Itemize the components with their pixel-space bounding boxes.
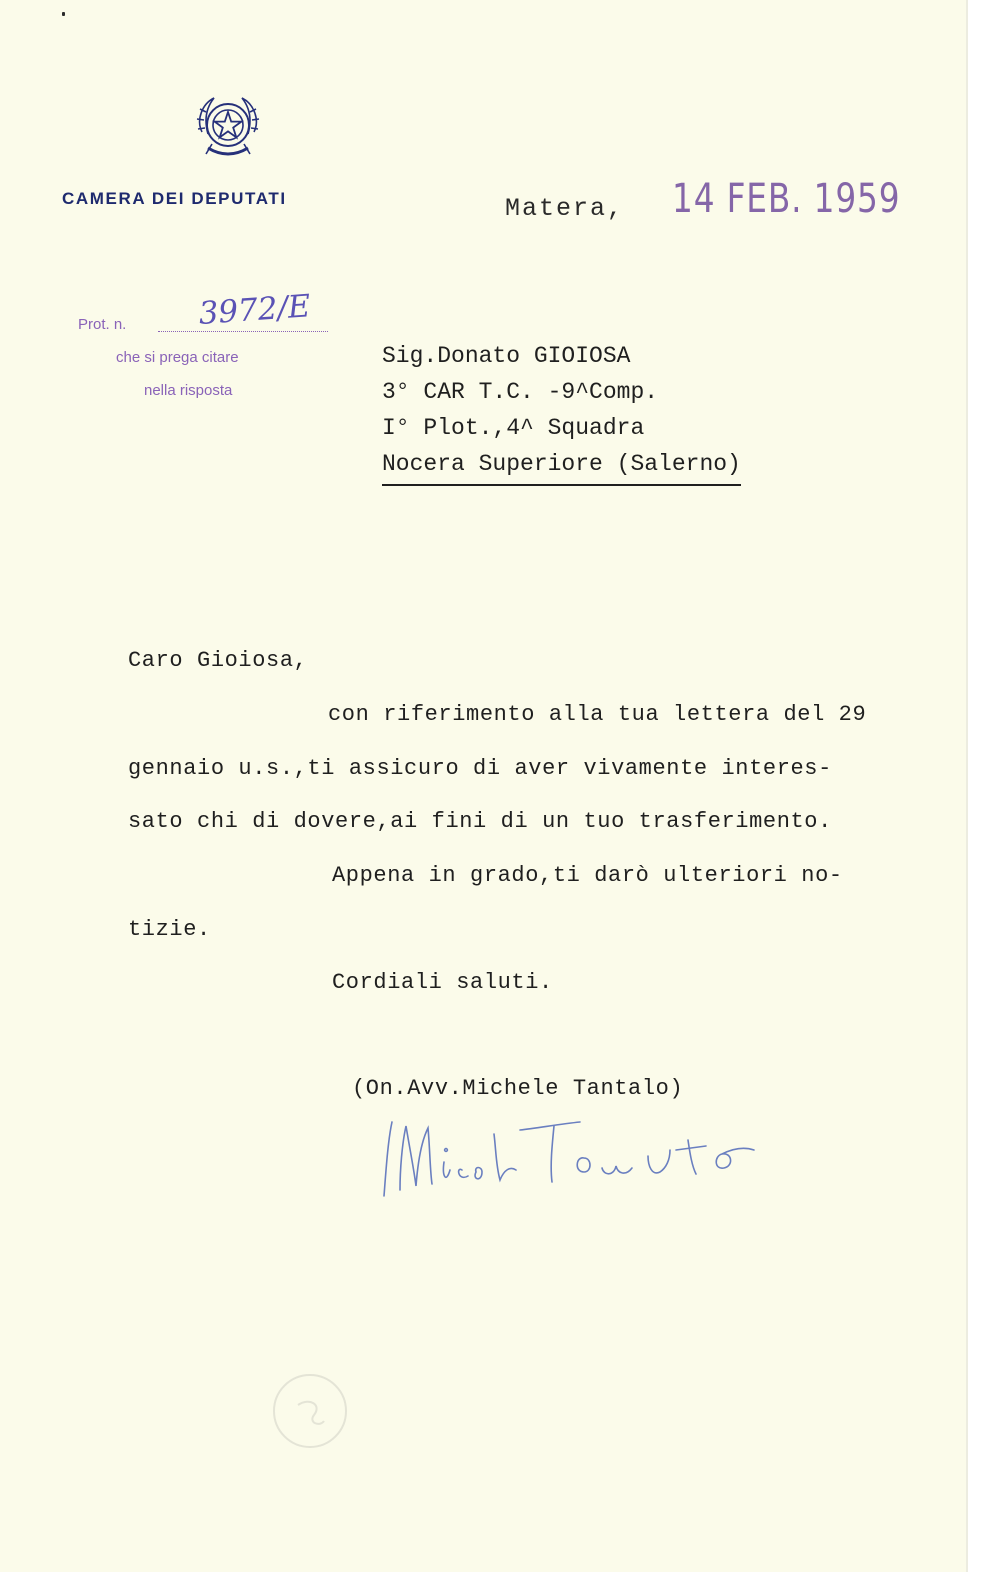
paragraph2-line1: Appena in grado,ti darò ulteriori no- xyxy=(332,863,843,888)
protocol-label: Prot. n. xyxy=(78,316,127,333)
paragraph1-line3: sato chi di dovere,ai fini di un tuo trasferimento. xyxy=(128,809,832,834)
handwritten-signature xyxy=(370,1110,800,1210)
date-stamp: 14 FEB. 1959 xyxy=(672,176,901,222)
protocol-number: 3972/E xyxy=(197,288,312,332)
recipient-line3: I° Plot.,4^ Squadra xyxy=(382,415,645,441)
protocol-note-line2: nella risposta xyxy=(144,382,233,399)
protocol-note-line1: che si prega citare xyxy=(116,349,239,366)
recipient-line1: Sig.Donato GIOIOSA xyxy=(382,343,631,369)
faint-embossed-stamp xyxy=(258,1365,358,1455)
paragraph2-line2: tizie. xyxy=(128,917,211,942)
sender-name: (On.Avv.Michele Tantalo) xyxy=(352,1076,684,1101)
letterhead-institution: CAMERA DEI DEPUTATI xyxy=(62,189,287,208)
salutation: Caro Gioiosa, xyxy=(128,648,308,673)
recipient-address xyxy=(382,338,741,486)
dateline-place: Matera, xyxy=(505,194,625,223)
protocol-dotted-line xyxy=(158,331,328,332)
scan-margin xyxy=(968,0,1000,1572)
paragraph1-line2: gennaio u.s.,ti assicuro di aver vivamente interes- xyxy=(128,756,832,781)
recipient-line2: 3° CAR T.C. -9^Comp. xyxy=(382,379,659,405)
closing: Cordiali saluti. xyxy=(332,970,553,995)
recipient-line4: Nocera Superiore (Salerno) xyxy=(382,446,741,486)
paper-speck xyxy=(62,12,65,16)
paragraph1-line1: con riferimento alla tua lettera del 29 xyxy=(328,702,867,727)
italian-republic-emblem-icon xyxy=(192,92,264,166)
